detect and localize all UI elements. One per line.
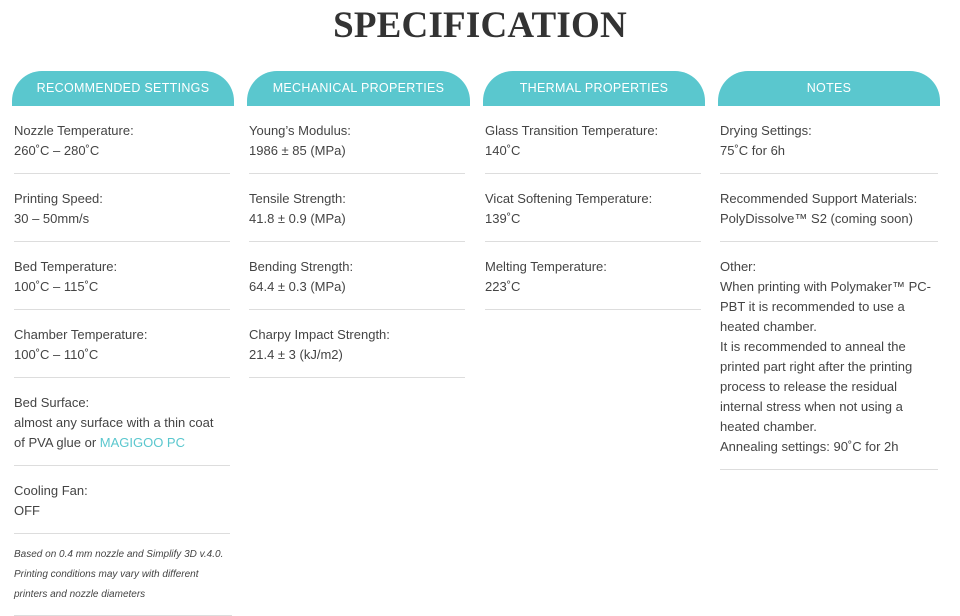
item-value-line: heated chamber. [720, 319, 817, 334]
item-value: 30 – 50mm/s [14, 211, 90, 226]
item-value: 64.4 ± 0.3 (MPa) [249, 279, 346, 294]
thermal-properties-header: THERMAL PROPERTIES [483, 71, 705, 106]
recommended-settings-column [12, 71, 234, 616]
item-label: Bed Surface: [14, 395, 90, 410]
notes-list [718, 106, 940, 470]
melting-temperature-item [485, 242, 701, 310]
cooling-fan-item [14, 466, 230, 534]
item-value: 139˚C [485, 211, 521, 226]
page-title: SPECIFICATION [333, 5, 627, 46]
item-value-line: printed part right after the printing [720, 359, 913, 374]
printing-speed-item [14, 174, 230, 242]
drying-settings-item [720, 106, 938, 174]
item-value-text: of PVA glue or [14, 435, 100, 450]
other-notes-item [720, 242, 938, 470]
item-label: Charpy Impact Strength: [249, 327, 390, 342]
recommended-settings-header: RECOMMENDED SETTINGS [12, 71, 234, 106]
item-label: Bed Temperature: [14, 259, 118, 274]
item-value: 1986 ± 85 (MPa) [249, 143, 346, 158]
item-label: Cooling Fan: [14, 483, 88, 498]
item-label: Bending Strength: [249, 259, 354, 274]
item-label: Vicat Softening Temperature: [485, 191, 653, 206]
mechanical-properties-list [247, 106, 470, 378]
item-label: Tensile Strength: [249, 191, 346, 206]
magigoo-pc-link[interactable]: MAGIGOO PC [99, 435, 185, 450]
item-value: PolyDissolve™ S2 (coming soon) [720, 211, 913, 226]
nozzle-temperature-item [14, 106, 230, 174]
item-value-line: almost any surface with a thin coat [14, 415, 214, 430]
item-value: 75˚C for 6h [720, 143, 786, 158]
item-value-line: PBT it is recommended to use a [720, 299, 905, 314]
thermal-properties-list [483, 106, 705, 310]
item-label: Young’s Modulus: [249, 123, 351, 138]
item-value: 21.4 ± 3 (kJ/m2) [249, 347, 343, 362]
thermal-properties-column [483, 71, 705, 310]
mechanical-properties-header: MECHANICAL PROPERTIES [247, 71, 470, 106]
item-label: Melting Temperature: [485, 259, 607, 274]
chamber-temperature-item [14, 310, 230, 378]
item-label: Drying Settings: [720, 123, 812, 138]
item-value-line: It is recommended to anneal the [720, 339, 906, 354]
bed-surface-item [14, 378, 230, 466]
bed-temperature-item [14, 242, 230, 310]
vicat-softening-temperature-item [485, 174, 701, 242]
glass-transition-temperature-item [485, 106, 701, 174]
print-conditions-note [14, 534, 232, 616]
charpy-impact-strength-item [249, 310, 465, 378]
item-label: Recommended Support Materials: [720, 191, 918, 206]
item-value: 100˚C – 110˚C [14, 347, 99, 362]
item-value: 260˚C – 280˚C [14, 143, 100, 158]
note-line: Printing conditions may vary with different [14, 569, 199, 580]
item-label: Nozzle Temperature: [14, 123, 134, 138]
bending-strength-item [249, 242, 465, 310]
item-value-line [14, 433, 230, 453]
item-value-line: internal stress when not using a [720, 399, 903, 414]
mechanical-properties-column [247, 71, 470, 378]
recommended-settings-list [12, 106, 234, 616]
item-label: Other: [720, 259, 757, 274]
note-line: printers and nozzle diameters [14, 589, 146, 600]
item-value: 140˚C [485, 143, 521, 158]
item-value: 41.8 ± 0.9 (MPa) [249, 211, 346, 226]
item-value: 100˚C – 115˚C [14, 279, 99, 294]
item-label: Chamber Temperature: [14, 327, 148, 342]
notes-column [718, 71, 940, 470]
note-line: Based on 0.4 mm nozzle and Simplify 3D v.4.0. [14, 549, 224, 560]
item-value: 223˚C [485, 279, 521, 294]
item-value-line: process to release the residual [720, 379, 898, 394]
youngs-modulus-item [249, 106, 465, 174]
notes-header: NOTES [718, 71, 940, 106]
item-value-line: heated chamber. [720, 419, 817, 434]
item-label: Glass Transition Temperature: [485, 123, 659, 138]
item-value-line: When printing with Polymaker™ PC- [720, 279, 931, 294]
item-label: Printing Speed: [14, 191, 103, 206]
item-value-line: Annealing settings: 90˚C for 2h [720, 439, 899, 454]
recommended-support-materials-item [720, 174, 938, 242]
item-value: OFF [14, 503, 40, 518]
tensile-strength-item [249, 174, 465, 242]
